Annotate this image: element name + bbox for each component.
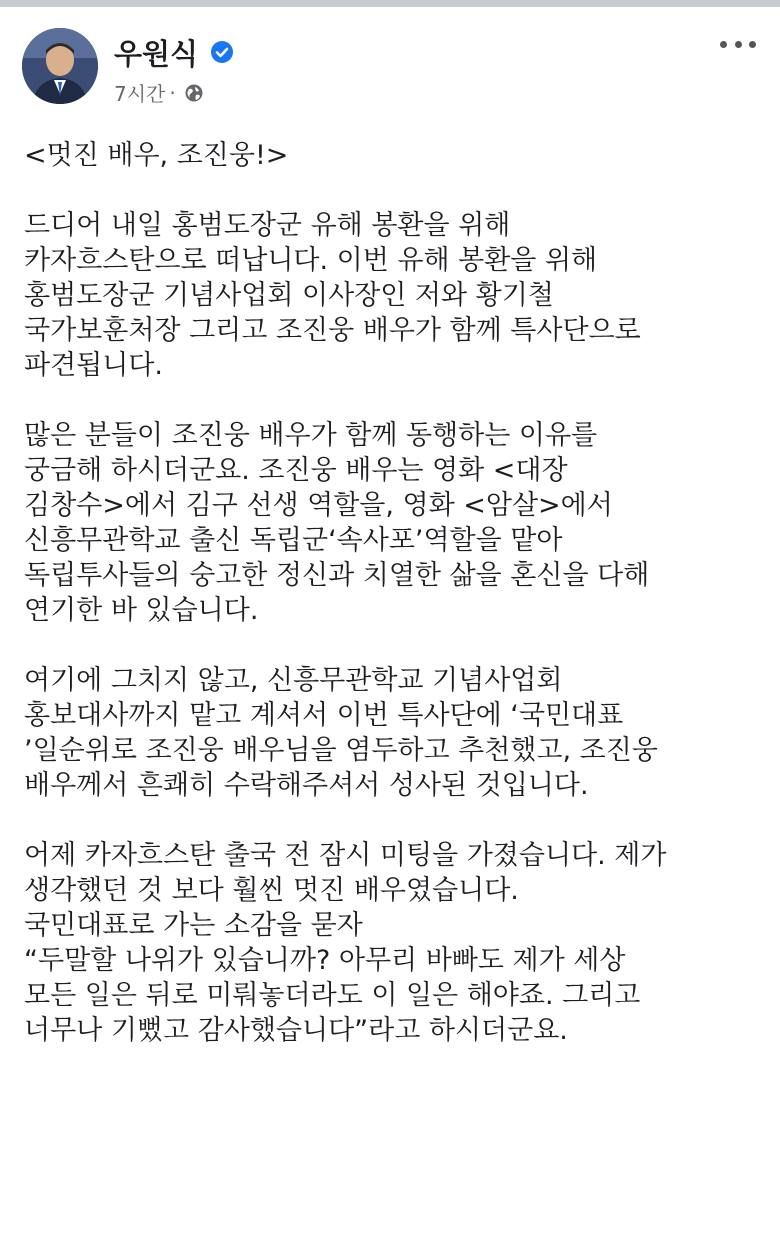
post-paragraph: 어제 카자흐스탄 출국 전 잠시 미팅을 가졌습니다. 제가 생각했던 것 보다 훨씬 멋진 배우였습니다. 국민대표로 가는 소감을 묻자 “두말할 나위가 있습니까? 아무리 바빠도 제가 세상 모든 일은 뒤로 미뤄놓더라도 이 일은 해야죠. 그리고 너무나 기뻤고 감사했습니다”라고 하시더군요. bbox=[24, 840, 667, 1046]
post-paragraph: 드디어 내일 홍범도장군 유해 봉환을 위해 카자흐스탄으로 떠납니다. 이번 유해 봉환을 위해 홍범도장군 기념사업회 이사장인 저와 황기철 국가보훈처장 그리고 조진웅 배우가 함께 특사단으로 파견됩니다. bbox=[24, 210, 641, 381]
avatar-photo bbox=[22, 28, 98, 104]
avatar[interactable] bbox=[22, 28, 98, 104]
post-meta bbox=[114, 78, 204, 107]
verified-badge-icon bbox=[210, 40, 234, 64]
author-name[interactable]: 우원식 bbox=[114, 37, 199, 71]
post-paragraph-title: <멋진 배우, 조진웅!> bbox=[24, 140, 289, 171]
more-options-icon[interactable] bbox=[720, 34, 756, 54]
post-paragraph: 여기에 그치지 않고, 신흥무관학교 기념사업회 홍보대사까지 맡고 계셔서 이번 특사단에 ‘국민대표 ’일순위로 조진웅 배우님을 염두하고 추천했고, 조진웅 배우께서 흔쾌히 수락해주셔서 성사된 것입니다. bbox=[24, 665, 658, 801]
post-paragraph: 많은 분들이 조진웅 배우가 함께 동행하는 이유를 궁금해 하시더군요. 조진웅 배우는 영화 <대장 김창수>에서 김구 선생 역할을, 영화 <암살>에서 신흥무관학교 출신 독립군‘속사포’역할을 맡아 독립투사들의 숭고한 정신과 치열한 삶을 혼신을 다해 연기한 바 있습니다. bbox=[24, 420, 650, 626]
post-body bbox=[24, 138, 764, 1083]
top-divider bbox=[0, 0, 780, 7]
post-header bbox=[22, 28, 762, 112]
globe-icon[interactable] bbox=[184, 83, 204, 103]
more-dot bbox=[735, 41, 742, 48]
meta-separator: · bbox=[169, 80, 176, 105]
more-dot bbox=[749, 41, 756, 48]
more-dot bbox=[720, 41, 727, 48]
post-timestamp[interactable]: 7시간 bbox=[114, 82, 166, 106]
